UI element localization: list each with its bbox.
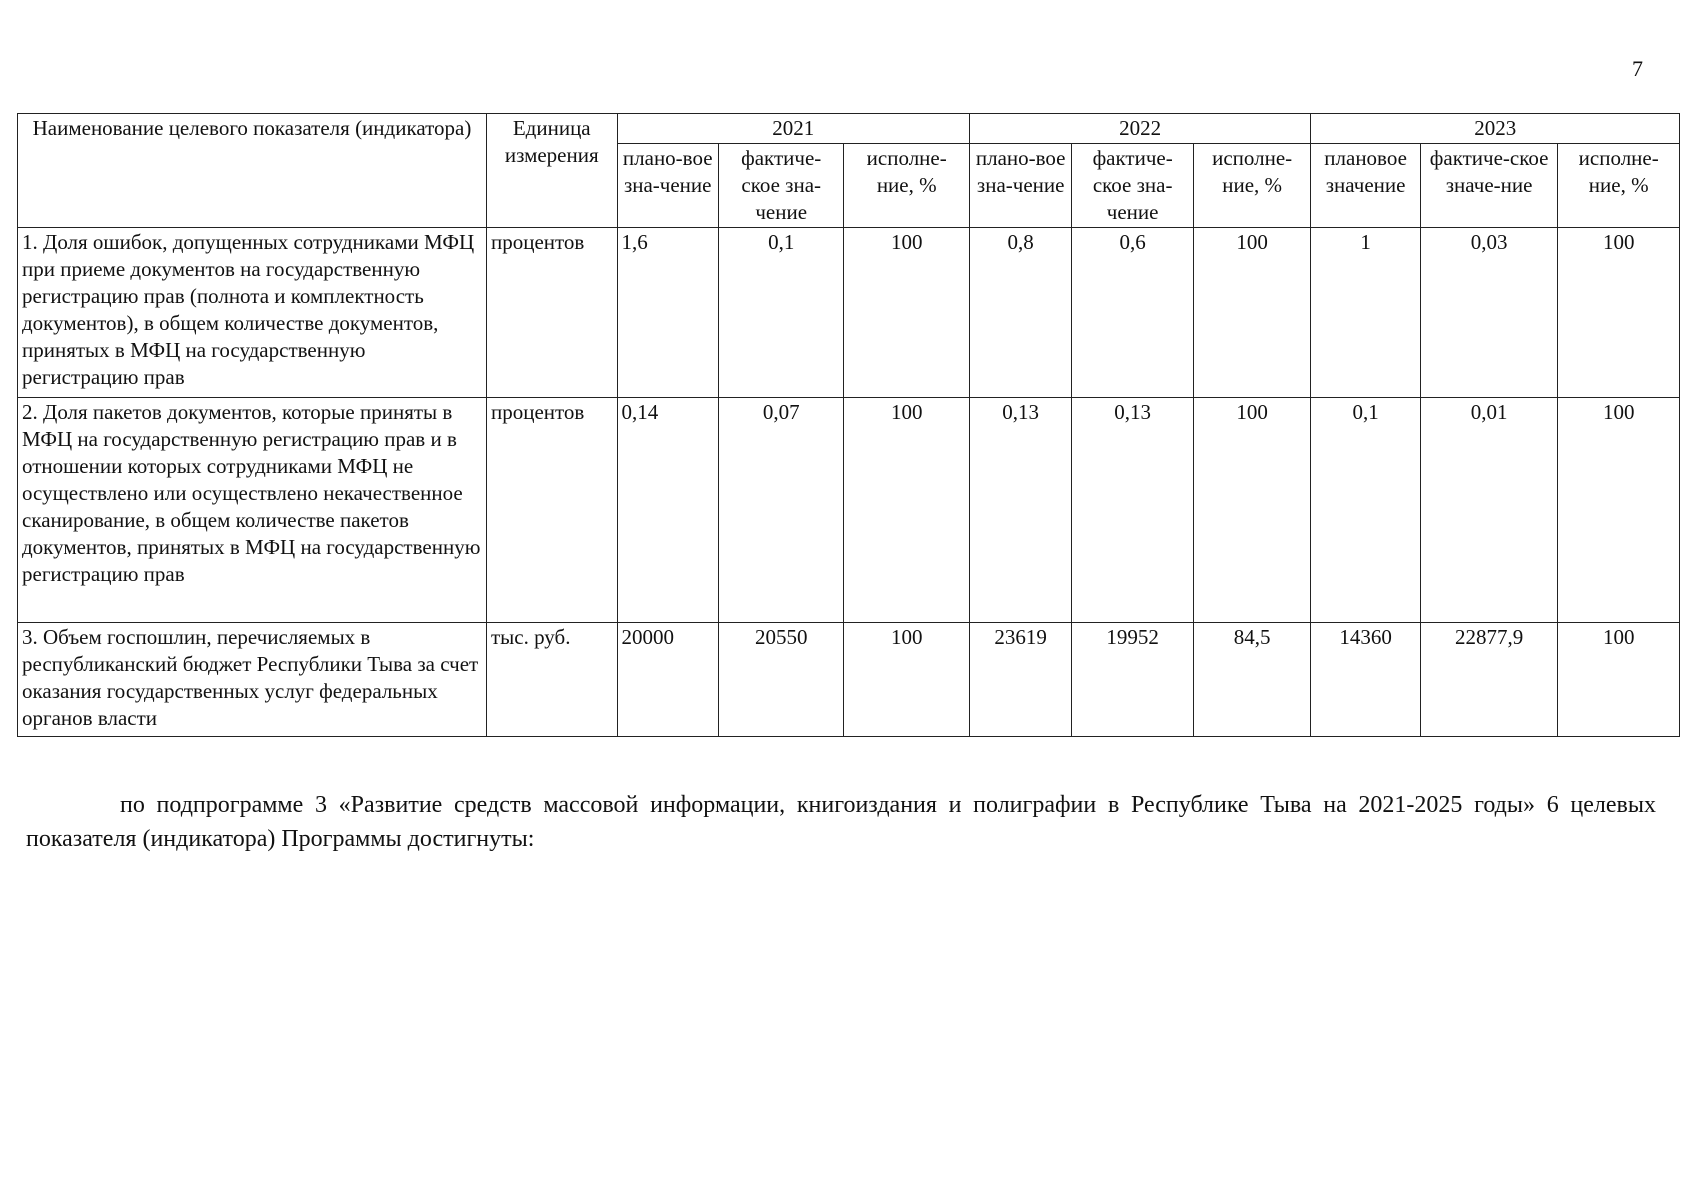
value-cell: 1,6 — [617, 228, 718, 398]
header-year: 2022 — [969, 114, 1310, 144]
indicators-table — [17, 113, 1680, 737]
value-cell: 100 — [1558, 228, 1680, 398]
value-cell: 19952 — [1072, 623, 1194, 737]
body-paragraph: по подпрограмме 3 «Развитие средств массовой информации, книгоиздания и полиграфии в Республике Тыва на 2021-2025 годы» 6 целевых показателя (индикатора) Программы достигнуты: — [26, 792, 1656, 852]
indicator-unit: тыс. руб. — [486, 623, 617, 737]
value-cell: 0,13 — [969, 398, 1071, 623]
value-cell: 100 — [1193, 398, 1310, 623]
value-cell: 20550 — [718, 623, 844, 737]
table-row — [18, 228, 1680, 398]
value-cell: 100 — [1558, 623, 1680, 737]
value-cell: 100 — [844, 228, 970, 398]
header-actual: фактиче-ское зна-чение — [718, 144, 844, 228]
value-cell: 0,13 — [1072, 398, 1194, 623]
indicator-unit: процентов — [486, 398, 617, 623]
header-actual: фактиче-ское значе-ние — [1420, 144, 1558, 228]
value-cell: 100 — [1558, 398, 1680, 623]
header-planned: плано-вое зна-чение — [617, 144, 718, 228]
value-cell: 1 — [1311, 228, 1420, 398]
header-planned: плановое значение — [1311, 144, 1420, 228]
value-cell: 20000 — [617, 623, 718, 737]
value-cell: 0,6 — [1072, 228, 1194, 398]
header-planned: плано-вое зна-чение — [969, 144, 1071, 228]
value-cell: 100 — [844, 623, 970, 737]
value-cell: 0,1 — [1311, 398, 1420, 623]
header-year: 2023 — [1311, 114, 1680, 144]
value-cell: 0,14 — [617, 398, 718, 623]
value-cell: 22877,9 — [1420, 623, 1558, 737]
indicator-unit: процентов — [486, 228, 617, 398]
header-execution: исполне-ние, % — [844, 144, 970, 228]
table-row — [18, 398, 1680, 623]
header-year: 2021 — [617, 114, 969, 144]
header-row-years — [18, 114, 1680, 144]
table-row — [18, 623, 1680, 737]
header-execution: исполне-ние, % — [1558, 144, 1680, 228]
indicator-name: 2. Доля пакетов документов, которые приняты в МФЦ на государственную регистрацию прав и в отношении которых сотрудниками МФЦ не осуществлено или осуществлено некачественное сканирование, в общем количестве пакетов документов, принятых в МФЦ на государственную регистрацию прав — [18, 398, 487, 623]
value-cell: 84,5 — [1193, 623, 1310, 737]
page-number: 7 — [1632, 56, 1643, 81]
value-cell: 100 — [1193, 228, 1310, 398]
value-cell: 23619 — [969, 623, 1071, 737]
indicator-name: 1. Доля ошибок, допущенных сотрудниками МФЦ при приеме документов на государственную регистрацию прав (полнота и комплектность документов), в общем количестве документов, принятых в МФЦ на государственную регистрацию прав — [18, 228, 487, 398]
header-execution: исполне-ние, % — [1193, 144, 1310, 228]
value-cell: 0,03 — [1420, 228, 1558, 398]
value-cell: 0,07 — [718, 398, 844, 623]
header-unit: Единица измерения — [486, 114, 617, 228]
value-cell: 0,8 — [969, 228, 1071, 398]
header-name: Наименование целевого показателя (индикатора) — [18, 114, 487, 228]
value-cell: 0,01 — [1420, 398, 1558, 623]
indicator-name: 3. Объем госпошлин, перечисляемых в республиканский бюджет Республики Тыва за счет оказания государственных услуг федеральных органов власти — [18, 623, 487, 737]
value-cell: 14360 — [1311, 623, 1420, 737]
value-cell: 0,1 — [718, 228, 844, 398]
header-actual: фактиче-ское зна-чение — [1072, 144, 1194, 228]
value-cell: 100 — [844, 398, 970, 623]
